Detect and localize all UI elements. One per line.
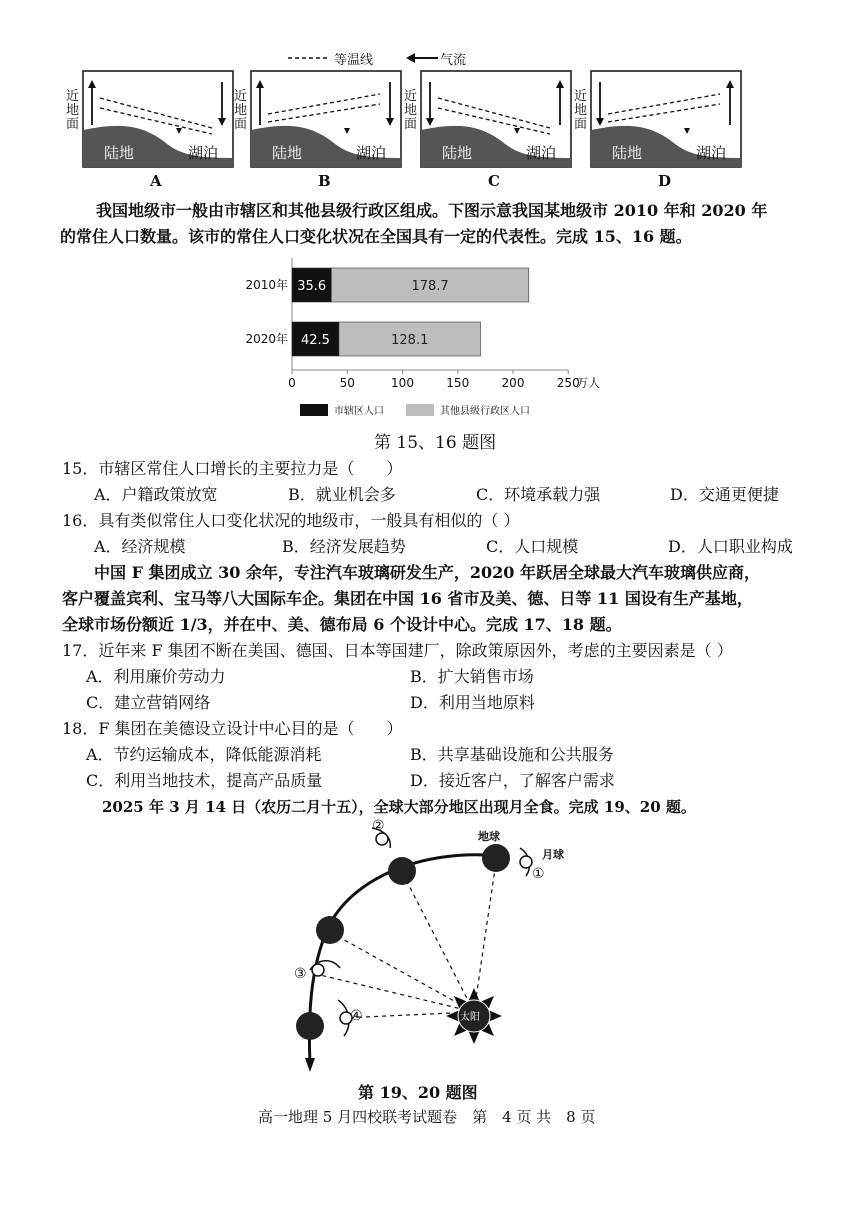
population-bar-chart bbox=[240, 252, 640, 432]
q15-option-a[interactable]: A．户籍政策放宽 bbox=[94, 485, 218, 504]
panel-lake-label: 湖泊 bbox=[188, 144, 219, 162]
panel-letter: C bbox=[488, 172, 500, 190]
panel-vlabel: 近地面 bbox=[66, 89, 80, 132]
legend-swatch-county bbox=[406, 404, 434, 416]
panel-b bbox=[234, 70, 404, 190]
category-label: 2010年 bbox=[245, 278, 288, 292]
q16-option-c[interactable]: C．人口规模 bbox=[486, 537, 579, 556]
x-tick-label: 250 bbox=[556, 376, 580, 390]
earth-position-4 bbox=[296, 1012, 324, 1040]
panel-lake-label: 湖泊 bbox=[356, 144, 387, 162]
q15-option-c[interactable]: C．环境承载力强 bbox=[476, 485, 601, 504]
x-tick-label: 200 bbox=[501, 376, 525, 390]
category-label: 2020年 bbox=[245, 332, 288, 346]
q17-option-b[interactable]: B．扩大销售市场 bbox=[410, 667, 534, 686]
intro-15-16-line1: 我国地级市一般由市辖区和其他县级行政区组成。下图示意我国某地级市 2010 年和 2020 年 bbox=[96, 201, 768, 220]
intro-19-20: 2025 年 3 月 14 日（农历二月十五），全球大部分地区出现月全食。完成 19、20 题。 bbox=[102, 798, 696, 816]
q16-option-b[interactable]: B．经济发展趋势 bbox=[282, 537, 406, 556]
panel-vlabel: 近地面 bbox=[404, 89, 418, 132]
q17-option-c[interactable]: C．建立营销网络 bbox=[86, 693, 211, 712]
panel-lake-label: 湖泊 bbox=[696, 144, 727, 162]
panel-a bbox=[66, 70, 236, 190]
q15-option-d[interactable]: D．交通更便捷 bbox=[670, 485, 779, 504]
panel-land-label: 陆地 bbox=[612, 144, 643, 162]
q16-option-d[interactable]: D．人口职业构成 bbox=[668, 537, 793, 556]
panel-vlabel: 近地面 bbox=[574, 89, 588, 132]
q17-stem: 17．近年来 F 集团不断在美国、德国、日本等国建厂，除政策原因外，考虑的主要因素是（ ） bbox=[62, 641, 733, 660]
orbit-caption: 第 19、20 题图 bbox=[358, 1083, 478, 1102]
moon-position-1-label: ① bbox=[532, 866, 545, 882]
moon-label: 月球 bbox=[542, 848, 564, 861]
legend-label-county: 其他县级行政区人口 bbox=[440, 406, 530, 417]
earth-label: 地球 bbox=[478, 830, 500, 843]
q18-option-c[interactable]: C．利用当地技术，提高产品质量 bbox=[86, 771, 323, 790]
panel-land-label: 陆地 bbox=[272, 144, 303, 162]
moon-position-3-label: ③ bbox=[294, 966, 307, 982]
panel-c bbox=[404, 70, 574, 190]
q16-stem: 16．具有类似常住人口变化状况的地级市，一般具有相似的（ ） bbox=[62, 511, 520, 530]
panel-vlabel: 近地面 bbox=[234, 89, 248, 132]
chart-caption: 第 15、16 题图 bbox=[374, 433, 497, 453]
x-tick-label: 0 bbox=[288, 376, 296, 390]
sun-label: 太阳 bbox=[460, 1012, 480, 1023]
x-tick-label: 100 bbox=[391, 376, 414, 390]
moon-position-2-label: ② bbox=[372, 818, 385, 834]
legend-isotherm-label: 等温线 bbox=[334, 53, 374, 68]
intro-15-16-line2: 的常住人口数量。该市的常住人口变化状况在全国具有一定的代表性。完成 15、16 题。 bbox=[60, 227, 692, 246]
panel-letter: B bbox=[318, 172, 331, 190]
page-footer: 高一地理 5 月四校联考试题卷 第 4 页 共 8 页 bbox=[258, 1108, 596, 1126]
panel-land-label: 陆地 bbox=[104, 144, 135, 162]
q16-option-a[interactable]: A．经济规模 bbox=[94, 537, 186, 556]
bar-value-label: 178.7 bbox=[411, 279, 449, 294]
bar-value-label: 42.5 bbox=[301, 333, 330, 348]
q18-option-b[interactable]: B．共享基础设施和公共服务 bbox=[410, 745, 614, 764]
q17-option-a[interactable]: A．利用廉价劳动力 bbox=[86, 667, 226, 686]
earth-position-2 bbox=[388, 857, 416, 885]
top-legend bbox=[288, 46, 488, 70]
q17-option-d[interactable]: D．利用当地原料 bbox=[410, 693, 535, 712]
orbit-svg bbox=[280, 818, 580, 1078]
panel-letter: A bbox=[150, 172, 162, 190]
earth-position-3 bbox=[316, 916, 344, 944]
q18-option-d[interactable]: D．接近客户，了解客户需求 bbox=[410, 771, 615, 790]
earth-position-1 bbox=[482, 844, 510, 872]
q15-option-b[interactable]: B．就业机会多 bbox=[288, 485, 396, 504]
bar-value-label: 128.1 bbox=[391, 333, 429, 348]
bar-value-label: 35.6 bbox=[297, 279, 327, 294]
panel-d bbox=[574, 70, 744, 190]
eclipse-orbit-diagram bbox=[280, 818, 580, 1078]
legend-swatch-urban bbox=[300, 404, 328, 416]
q15-stem: 15．市辖区常住人口增长的主要拉力是（ ） bbox=[62, 459, 403, 478]
q18-stem: 18．F 集团在美德设立设计中心目的是（ ） bbox=[62, 719, 403, 738]
x-tick-label: 50 bbox=[339, 376, 355, 390]
x-unit-label: 万人 bbox=[576, 376, 601, 390]
intro-17-18-line2: 客户覆盖宾利、宝马等八大国际车企。集团在中国 16 省市及美、德、日等 11 国设有生产基地， bbox=[62, 589, 753, 608]
intro-17-18-line1: 中国 F 集团成立 30 余年，专注汽车玻璃研发生产，2020 年跃居全球最大汽车玻璃供应商， bbox=[94, 563, 761, 582]
intro-17-18-line3: 全球市场份额近 1/3，并在中、美、德布局 6 个设计中心。完成 17、18 题。 bbox=[62, 615, 622, 634]
legend-label-urban: 市辖区人口 bbox=[334, 406, 384, 417]
panel-land-label: 陆地 bbox=[442, 144, 473, 162]
panel-letter: D bbox=[658, 172, 672, 190]
legend-airflow-label: 气流 bbox=[440, 53, 467, 68]
q18-option-a[interactable]: A．节约运输成本，降低能源消耗 bbox=[86, 745, 322, 764]
x-tick-label: 150 bbox=[446, 376, 470, 390]
panel-lake-label: 湖泊 bbox=[526, 144, 557, 162]
moon-position-4-label: ④ bbox=[350, 1008, 363, 1024]
